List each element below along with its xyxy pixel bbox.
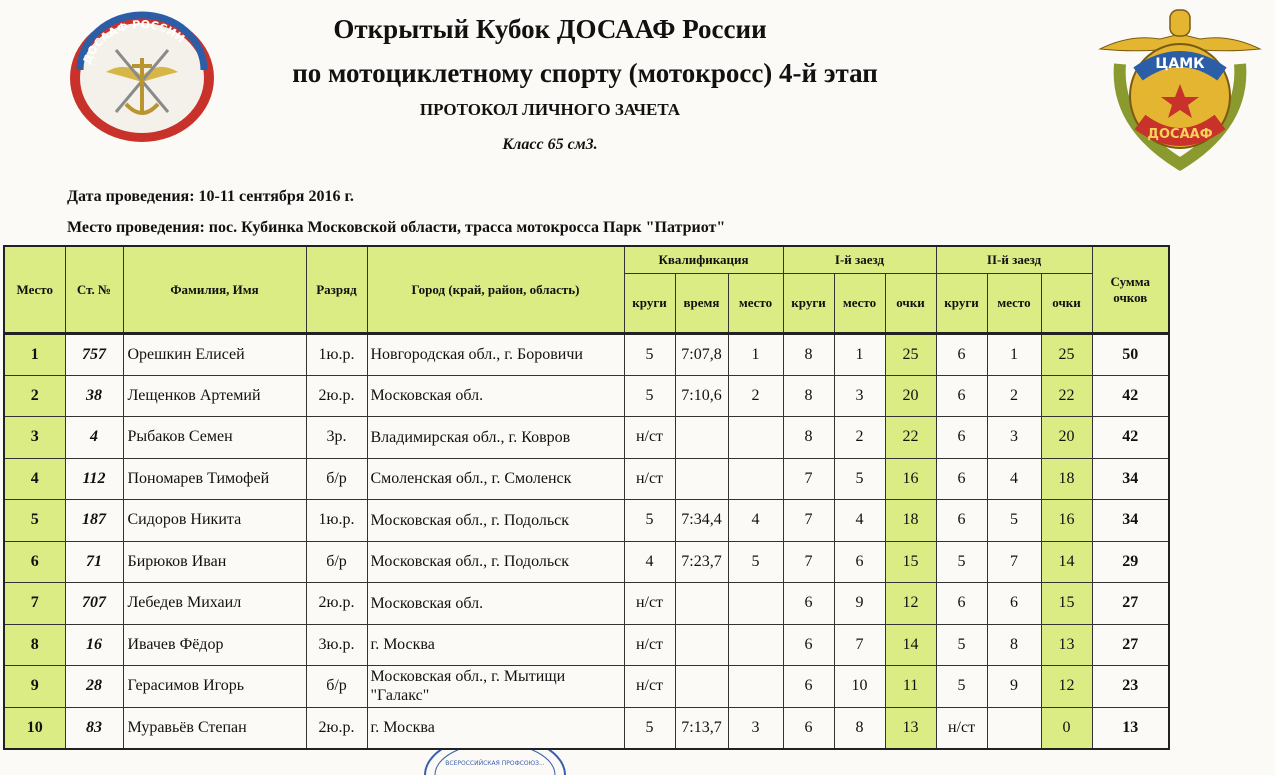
table-row (4, 500, 1169, 542)
cell-q-laps: 5 (624, 334, 675, 376)
cell-q-time: 7:23,7 (675, 541, 728, 583)
cell-rank: б/р (306, 666, 367, 708)
cell-q-place (728, 583, 783, 625)
cell-q-laps: н/ст (624, 417, 675, 459)
cell-h1-laps: 6 (783, 666, 834, 708)
cell-q-laps: н/ст (624, 458, 675, 500)
cell-h2-place: 1 (987, 334, 1041, 376)
cell-place: 6 (4, 541, 65, 583)
camk-dosaaf-logo (1090, 4, 1270, 174)
cell-q-laps: н/ст (624, 583, 675, 625)
cell-rank: б/р (306, 458, 367, 500)
cell-city: г. Москва (367, 707, 624, 749)
cell-q-laps: 5 (624, 375, 675, 417)
cell-h1-place: 5 (834, 458, 885, 500)
cell-city: Московская обл., г. Подольск (367, 541, 624, 583)
cell-h1-laps: 6 (783, 707, 834, 749)
cell-city: Московская обл. (367, 375, 624, 417)
cell-h2-points: 22 (1041, 375, 1092, 417)
cell-h1-place: 6 (834, 541, 885, 583)
cell-q-time (675, 666, 728, 708)
cell-place: 8 (4, 624, 65, 666)
cell-h1-place: 2 (834, 417, 885, 459)
cell-h2-place: 3 (987, 417, 1041, 459)
cell-rank: 2ю.р. (306, 583, 367, 625)
header-qualification: Квалификация (624, 246, 783, 274)
cell-city: Московская обл., г. Подольск (367, 500, 624, 542)
cell-h2-place (987, 707, 1041, 749)
cell-place: 5 (4, 500, 65, 542)
title-line-2: по мотоциклетному спорту (мотокросс) 4-й этап (292, 58, 878, 88)
cell-h1-laps: 8 (783, 417, 834, 459)
cell-h1-laps: 7 (783, 500, 834, 542)
cell-q-place (728, 417, 783, 459)
cell-q-place: 4 (728, 500, 783, 542)
cell-city: Московская обл., г. Мытищи "Галакс" (367, 666, 624, 708)
cell-total: 23 (1092, 666, 1169, 708)
cell-total: 13 (1092, 707, 1169, 749)
cell-q-place (728, 666, 783, 708)
cell-place: 7 (4, 583, 65, 625)
cell-h1-points: 13 (885, 707, 936, 749)
cell-q-place: 3 (728, 707, 783, 749)
cell-name: Рыбаков Семен (123, 417, 306, 459)
cell-h1-laps: 7 (783, 541, 834, 583)
cell-rank: 2ю.р. (306, 707, 367, 749)
table-row (4, 417, 1169, 459)
cell-h1-place: 10 (834, 666, 885, 708)
cell-h1-laps: 8 (783, 334, 834, 376)
header-name: Фамилия, Имя (123, 246, 306, 334)
header-city: Город (край, район, область) (367, 246, 624, 334)
cell-name: Лебедев Михаил (123, 583, 306, 625)
cell-total: 34 (1092, 500, 1169, 542)
title-line-1: Открытый Кубок ДОСААФ России (333, 14, 767, 44)
table-row (4, 458, 1169, 500)
cell-h1-points: 25 (885, 334, 936, 376)
cell-city: Владимирская обл., г. Ковров (367, 417, 624, 459)
header-place: Место (4, 246, 65, 334)
cell-name: Пономарев Тимофей (123, 458, 306, 500)
event-date: Дата проведения: 10-11 сентября 2016 г. (67, 188, 354, 205)
cell-h2-place: 6 (987, 583, 1041, 625)
cell-h1-points: 18 (885, 500, 936, 542)
header-h2-laps: круги (936, 274, 987, 334)
header-q-place: место (728, 274, 783, 334)
table-row (4, 334, 1169, 376)
cell-h2-points: 12 (1041, 666, 1092, 708)
cell-q-place (728, 624, 783, 666)
cell-total: 42 (1092, 417, 1169, 459)
header-q-laps: круги (624, 274, 675, 334)
protocol-heading: ПРОТОКОЛ ЛИЧНОГО ЗАЧЕТА (419, 100, 681, 119)
cell-start-no: 112 (65, 458, 123, 500)
cell-q-time (675, 458, 728, 500)
header-heat-1: I-й заезд (783, 246, 936, 274)
cell-h1-points: 11 (885, 666, 936, 708)
cell-city: Московская обл. (367, 583, 624, 625)
table-row (4, 666, 1169, 708)
header-rank: Разряд (306, 246, 367, 334)
cell-h1-place: 1 (834, 334, 885, 376)
cell-total: 27 (1092, 624, 1169, 666)
stamp-text: ВСЕРОССИЙСКАЯ ПРОФСОЮЗ... (445, 760, 545, 767)
cell-h1-points: 16 (885, 458, 936, 500)
header-h1-laps: круги (783, 274, 834, 334)
cell-total: 50 (1092, 334, 1169, 376)
header-h2-points: очки (1041, 274, 1092, 334)
cell-h2-points: 20 (1041, 417, 1092, 459)
cell-h2-place: 8 (987, 624, 1041, 666)
cell-q-time: 7:10,6 (675, 375, 728, 417)
cell-name: Лещенков Артемий (123, 375, 306, 417)
cell-h1-laps: 7 (783, 458, 834, 500)
cell-h2-points: 18 (1041, 458, 1092, 500)
cell-q-laps: 4 (624, 541, 675, 583)
cell-h1-place: 4 (834, 500, 885, 542)
cell-place: 10 (4, 707, 65, 749)
cell-h2-place: 9 (987, 666, 1041, 708)
cell-place: 1 (4, 334, 65, 376)
cell-h2-laps: 5 (936, 666, 987, 708)
cell-rank: 1ю.р. (306, 500, 367, 542)
cell-start-no: 187 (65, 500, 123, 542)
cell-place: 2 (4, 375, 65, 417)
cell-h2-laps: 6 (936, 375, 987, 417)
cell-place: 3 (4, 417, 65, 459)
logo-right-bottom-text: ДОСААФ (1147, 127, 1213, 142)
cell-h2-laps: 6 (936, 583, 987, 625)
table-row (4, 541, 1169, 583)
event-place: Место проведения: пос. Кубинка Московской области, трасса мотокросса Парк "Патриот" (67, 219, 726, 236)
cell-h2-place: 2 (987, 375, 1041, 417)
cell-h2-laps: 6 (936, 334, 987, 376)
header-total: Сумма очков (1092, 246, 1169, 334)
logo-left-text: ДОСААФ РОССИИ (80, 17, 188, 67)
cell-h2-place: 5 (987, 500, 1041, 542)
cell-rank: 2ю.р. (306, 375, 367, 417)
cell-name: Орешкин Елисей (123, 334, 306, 376)
cell-q-time (675, 624, 728, 666)
header-q-time: время (675, 274, 728, 334)
cell-name: Герасимов Игорь (123, 666, 306, 708)
cell-rank: 3ю.р. (306, 624, 367, 666)
cell-h2-laps: 5 (936, 541, 987, 583)
cell-city: г. Москва (367, 624, 624, 666)
cell-h1-laps: 6 (783, 624, 834, 666)
cell-h2-laps: 6 (936, 458, 987, 500)
dosaaf-russia-logo (66, 10, 218, 145)
cell-name: Ивачев Фёдор (123, 624, 306, 666)
cell-h2-laps: 6 (936, 417, 987, 459)
cell-q-laps: н/ст (624, 666, 675, 708)
cell-start-no: 28 (65, 666, 123, 708)
cell-h1-points: 15 (885, 541, 936, 583)
results-table (3, 245, 1170, 750)
cell-h2-laps: н/ст (936, 707, 987, 749)
cell-h1-place: 9 (834, 583, 885, 625)
cell-start-no: 4 (65, 417, 123, 459)
cell-rank: 1ю.р. (306, 334, 367, 376)
cell-place: 9 (4, 666, 65, 708)
cell-h2-points: 13 (1041, 624, 1092, 666)
cell-total: 34 (1092, 458, 1169, 500)
cell-h1-points: 22 (885, 417, 936, 459)
header-start-no: Ст. № (65, 246, 123, 334)
cell-rank: б/р (306, 541, 367, 583)
header-h1-points: очки (885, 274, 936, 334)
cell-city: Новгородская обл., г. Боровичи (367, 334, 624, 376)
table-row (4, 583, 1169, 625)
table-row (4, 624, 1169, 666)
cell-city: Смоленская обл., г. Смоленск (367, 458, 624, 500)
cell-total: 27 (1092, 583, 1169, 625)
cell-q-laps: 5 (624, 500, 675, 542)
cell-h2-points: 15 (1041, 583, 1092, 625)
cell-q-place: 2 (728, 375, 783, 417)
cell-start-no: 38 (65, 375, 123, 417)
cell-h1-place: 3 (834, 375, 885, 417)
stamp-fragment (420, 745, 570, 775)
header-heat-2: II-й заезд (936, 246, 1092, 274)
cell-h1-laps: 6 (783, 583, 834, 625)
cell-q-laps: 5 (624, 707, 675, 749)
cell-q-place: 5 (728, 541, 783, 583)
cell-q-time: 7:34,4 (675, 500, 728, 542)
cell-start-no: 707 (65, 583, 123, 625)
cell-name: Бирюков Иван (123, 541, 306, 583)
cell-total: 42 (1092, 375, 1169, 417)
cell-total: 29 (1092, 541, 1169, 583)
cell-start-no: 757 (65, 334, 123, 376)
cell-q-place (728, 458, 783, 500)
cell-q-place: 1 (728, 334, 783, 376)
cell-h2-laps: 5 (936, 624, 987, 666)
cell-q-laps: н/ст (624, 624, 675, 666)
logo-right-top-text: ЦАМК (1155, 56, 1205, 72)
cell-h2-points: 0 (1041, 707, 1092, 749)
table-row (4, 375, 1169, 417)
cell-q-time: 7:13,7 (675, 707, 728, 749)
cell-h2-points: 16 (1041, 500, 1092, 542)
class-label: Класс 65 см3. (502, 136, 598, 153)
header-h1-place: место (834, 274, 885, 334)
cell-start-no: 16 (65, 624, 123, 666)
cell-h2-place: 7 (987, 541, 1041, 583)
cell-h1-laps: 8 (783, 375, 834, 417)
cell-h1-points: 12 (885, 583, 936, 625)
table-row (4, 707, 1169, 749)
cell-h2-points: 25 (1041, 334, 1092, 376)
cell-h1-place: 7 (834, 624, 885, 666)
cell-rank: 3р. (306, 417, 367, 459)
cell-name: Сидоров Никита (123, 500, 306, 542)
cell-place: 4 (4, 458, 65, 500)
cell-name: Муравьёв Степан (123, 707, 306, 749)
cell-h2-place: 4 (987, 458, 1041, 500)
cell-start-no: 83 (65, 707, 123, 749)
cell-q-time (675, 417, 728, 459)
cell-h1-place: 8 (834, 707, 885, 749)
cell-h1-points: 20 (885, 375, 936, 417)
cell-start-no: 71 (65, 541, 123, 583)
cell-h1-points: 14 (885, 624, 936, 666)
cell-h2-laps: 6 (936, 500, 987, 542)
cell-h2-points: 14 (1041, 541, 1092, 583)
header-h2-place: место (987, 274, 1041, 334)
cell-q-time: 7:07,8 (675, 334, 728, 376)
cell-q-time (675, 583, 728, 625)
